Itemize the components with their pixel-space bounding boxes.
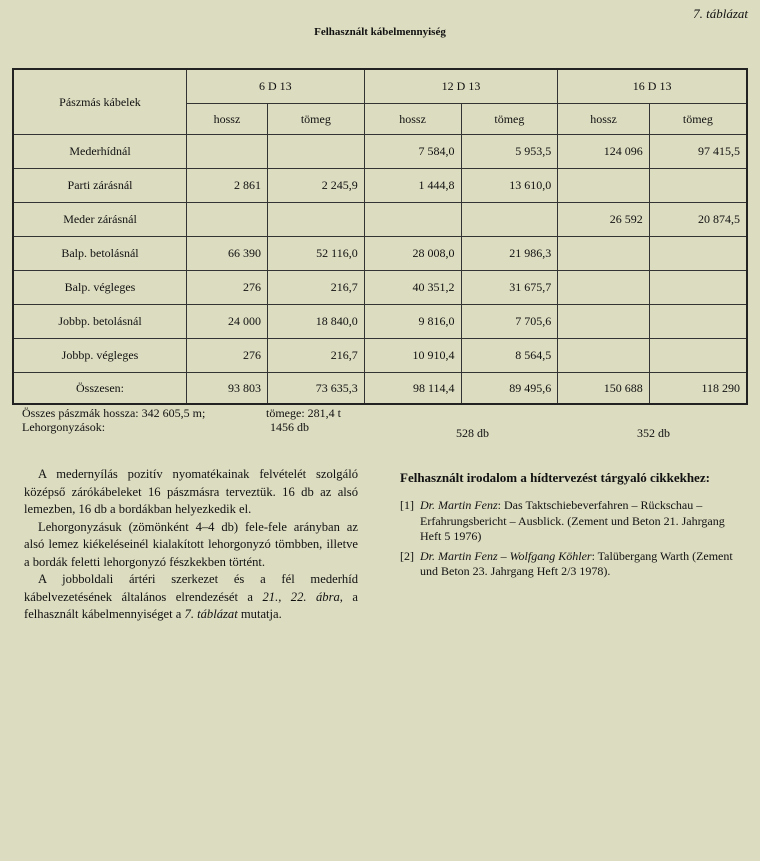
subheader: tömeg (461, 104, 558, 135)
table-title: Felhasznált kábelmennyiség (314, 26, 446, 38)
reference-item (400, 498, 748, 545)
corner-header: Pászmás kábelek (13, 69, 187, 135)
table-row (13, 203, 747, 237)
cable-table (12, 68, 748, 405)
table-cell: 20 874,5 (649, 203, 747, 237)
table-cell (267, 203, 364, 237)
reference-number: [2] (400, 548, 414, 563)
summary-length: Összes pászmák hossza: 342 605,5 m; (22, 406, 206, 420)
table-cell: 5 953,5 (461, 135, 558, 169)
reference-number: [1] (400, 498, 414, 512)
table-cell: 7 705,6 (461, 305, 558, 339)
table-cell (558, 271, 650, 305)
table-row (13, 135, 747, 169)
table-cell: 97 415,5 (649, 135, 747, 169)
table-reference: 7. táblázat (184, 607, 238, 621)
references-heading: Felhasznált irodalom a hídtervezést tárgyaló cikkekhez: (400, 470, 710, 485)
table-cell (558, 305, 650, 339)
text-run: mutatja. (237, 607, 282, 621)
references (400, 470, 748, 584)
row-label: Meder zárásnál (13, 203, 187, 237)
table-cell (364, 203, 461, 237)
table-cell: 10 910,4 (364, 339, 461, 373)
paragraph (24, 571, 358, 624)
table-cell: 28 008,0 (364, 237, 461, 271)
table-cell: 276 (187, 339, 268, 373)
total-row (13, 373, 747, 405)
reference-text (420, 498, 748, 545)
table-cell: 40 351,2 (364, 271, 461, 305)
table-cell (649, 169, 747, 203)
table-cell: 8 564,5 (461, 339, 558, 373)
table-cell (649, 305, 747, 339)
table-cell: 276 (187, 271, 268, 305)
row-label: Balp. betolásnál (13, 237, 187, 271)
reference-author: Dr. Martin Fenz (420, 498, 498, 512)
group-header-6d13: 6 D 13 (187, 69, 365, 104)
table-cell: 24 000 (187, 305, 268, 339)
table-cell: 216,7 (267, 339, 364, 373)
table-cell: 73 635,3 (267, 373, 364, 405)
text-run: , a felhasznált kábelmennyiséget a (24, 589, 358, 621)
subheader: hossz (187, 104, 268, 135)
anchor-count-6d13: 1456 db (270, 420, 309, 434)
subheader: tömeg (267, 104, 364, 135)
table-cell: 66 390 (187, 237, 268, 271)
table-cell: 118 290 (649, 373, 747, 405)
table-cell: 1 444,8 (364, 169, 461, 203)
table-cell: 18 840,0 (267, 305, 364, 339)
table-cell (267, 135, 364, 169)
total-label: Összesen: (13, 373, 187, 405)
reference-author: Dr. Martin Fenz – Wolfgang Köhler (420, 548, 592, 563)
reference-body: : Das Taktschiebeverfahren – Rückschau – Erfahrungsbericht – Ausblick. (Zement und Beton 21. Jahrgang Heft 5 1976) (420, 498, 725, 543)
table-cell: 98 114,4 (364, 373, 461, 405)
table-cell: 9 816,0 (364, 305, 461, 339)
row-label: Jobbp. betolásnál (13, 305, 187, 339)
group-header-16d13: 16 D 13 (558, 69, 747, 104)
group-header-12d13: 12 D 13 (364, 69, 558, 104)
summary-mass: tömege: 281,4 t (266, 406, 341, 420)
table-cell (461, 203, 558, 237)
table-cell: 13 610,0 (461, 169, 558, 203)
table-cell (558, 339, 650, 373)
table-cell: 26 592 (558, 203, 650, 237)
subheader: hossz (364, 104, 461, 135)
table-row (13, 169, 747, 203)
table-cell: 150 688 (558, 373, 650, 405)
row-label: Jobbp. végleges (13, 339, 187, 373)
subheader: hossz (558, 104, 650, 135)
table-cell: 2 245,9 (267, 169, 364, 203)
table-cell: 93 803 (187, 373, 268, 405)
anchor-count-16d13: 352 db (637, 426, 670, 440)
body-text (24, 466, 358, 624)
table-cell (649, 271, 747, 305)
table-cell (558, 237, 650, 271)
figure-reference: 21., 22. ábra (262, 589, 340, 604)
subheader: tömeg (649, 104, 747, 135)
table-cell (558, 169, 650, 203)
anchor-label: Lehorgonyzások: (22, 420, 106, 434)
table-row (13, 305, 747, 339)
text-run: A jobboldali ártéri szerkezet és a fél mederhíd kábelvezetésének általános elrendezését a (24, 572, 358, 604)
reference-body: : Talübergang Warth (Zement und Beton 23. Jahrgang Heft 2/3 1978). (420, 548, 733, 578)
table-cell: 2 861 (187, 169, 268, 203)
table-cell (187, 203, 268, 237)
table-cell: 124 096 (558, 135, 650, 169)
table-cell (187, 135, 268, 169)
reference-item (400, 549, 748, 580)
reference-text (420, 549, 748, 580)
row-label: Balp. végleges (13, 271, 187, 305)
row-label: Mederhídnál (13, 135, 187, 169)
table-number: 7. táblázat (693, 6, 748, 21)
table-header-row (13, 69, 747, 104)
row-label: Parti zárásnál (13, 169, 187, 203)
table-cell: 7 584,0 (364, 135, 461, 169)
table-row (13, 237, 747, 271)
table-cell: 52 116,0 (267, 237, 364, 271)
table-cell: 89 495,6 (461, 373, 558, 405)
table-cell (649, 237, 747, 271)
paragraph: Lehorgonyzásuk (zömönként 4–4 db) fele-fele arányban az alsó lemez kiékeléseinél kialakított lehorgonyzó tömbben, illetve a bordák feletti lehorgonyzó fészkekben történt. (24, 519, 358, 569)
table-row (13, 271, 747, 305)
anchor-count-12d13: 528 db (456, 426, 489, 440)
table-cell: 21 986,3 (461, 237, 558, 271)
table-cell (649, 339, 747, 373)
table-row (13, 339, 747, 373)
table-cell: 216,7 (267, 271, 364, 305)
table-cell: 31 675,7 (461, 271, 558, 305)
paragraph: A medernyílás pozitív nyomatékainak felvételét szolgáló középső zárókábeleket 16 pászmásra terveztük. 16 db az alsó lemezben, 16 db a bordákban helyezkedik el. (24, 467, 358, 516)
